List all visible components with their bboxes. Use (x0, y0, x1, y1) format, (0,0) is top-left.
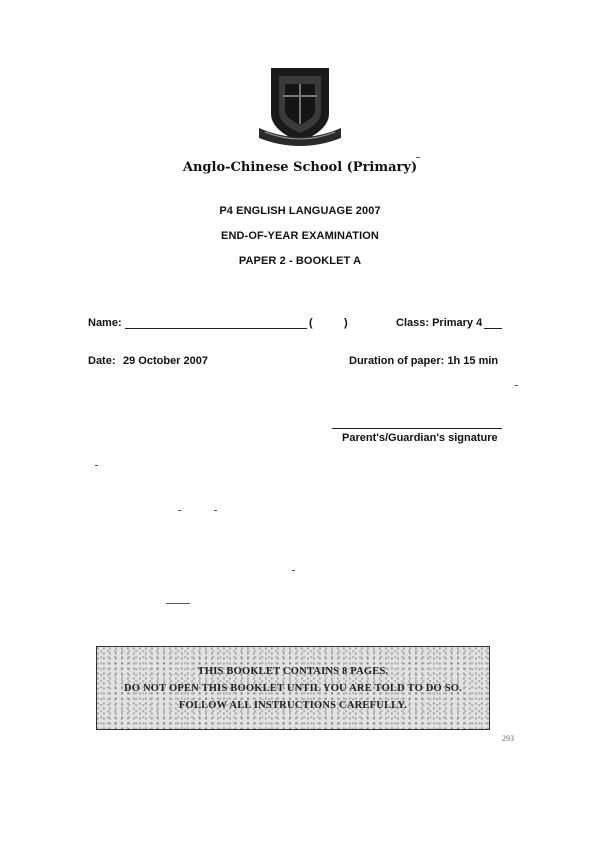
name-field[interactable] (125, 328, 307, 329)
scan-speck (95, 465, 98, 466)
scan-speck (178, 510, 181, 511)
index-close-paren: ) (344, 317, 348, 329)
exam-subject: P4 ENGLISH LANGUAGE 2007 (219, 205, 381, 217)
scan-speck (515, 385, 518, 386)
duration-text: Duration of paper: 1h 15 min (349, 355, 499, 367)
exam-type: END-OF-YEAR EXAMINATION (221, 230, 379, 242)
index-open-paren: ( (309, 317, 313, 329)
scan-speck (214, 510, 217, 511)
date-value: 29 October 2007 (123, 355, 208, 367)
exam-paper: PAPER 2 - BOOKLET A (238, 255, 362, 267)
scan-speck (292, 570, 295, 571)
notice-page-count: THIS BOOKLET CONTAINS 8 PAGES. (197, 665, 389, 677)
class-label: Class: Primary 4 (396, 317, 483, 329)
booklet-notice-box (96, 646, 490, 730)
school-name: Anglo-Chinese School (Primary) (182, 160, 418, 175)
school-crest-logo (255, 62, 345, 152)
date-label: Date: (88, 355, 116, 367)
class-field[interactable] (484, 328, 502, 329)
notice-follow-instructions: FOLLOW ALL INSTRUCTIONS CAREFULLY. (178, 699, 408, 711)
signature-field[interactable] (332, 428, 502, 429)
page-number: 293 (502, 734, 514, 743)
scan-speck (166, 603, 190, 604)
scan-speck (416, 157, 420, 158)
name-label: Name: (88, 317, 122, 329)
signature-label: Parent's/Guardian's signature (342, 432, 498, 444)
notice-do-not-open: DO NOT OPEN THIS BOOKLET UNTIL YOU ARE TOLD TO DO SO. (124, 682, 462, 694)
